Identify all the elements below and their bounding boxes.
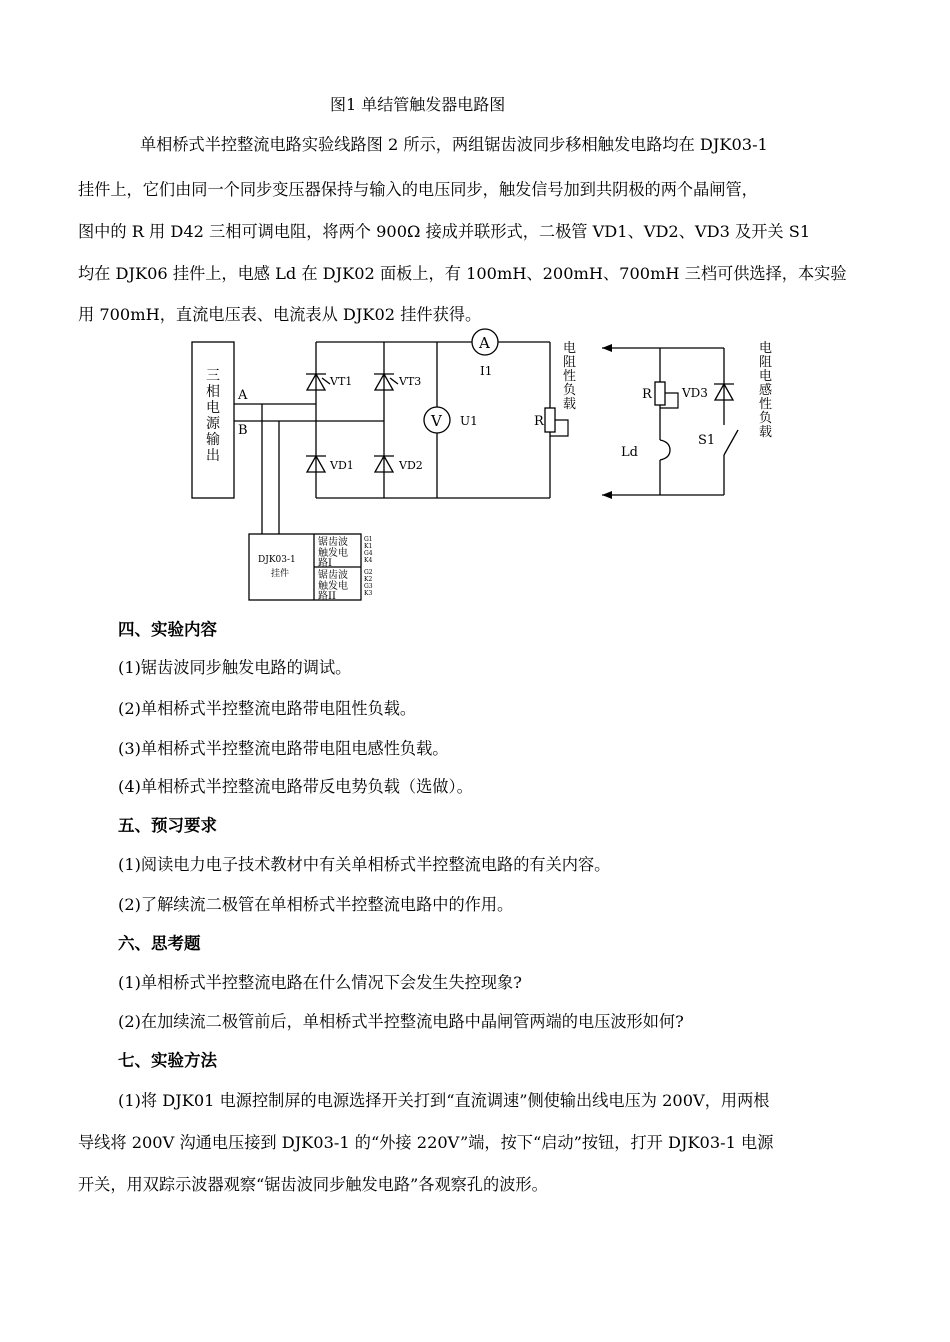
vd2-label: VD2 [399, 459, 423, 472]
svg-text:K3: K3 [364, 590, 373, 597]
intro-line: 单相桥式半控整流电路实验线路图 2 所示，两组锯齿波同步移相触发电路均在 DJK03-1 [140, 135, 768, 154]
power-source-label [206, 368, 221, 464]
circuit-diagram [0, 0, 950, 620]
section-7-line: (1)将 DJK01 电源控制屏的电源选择开关打到“直流调速”侧使输出线电压为 200V，用两根 [118, 1091, 770, 1110]
rl-load-label [759, 340, 772, 440]
vt1-label: VT1 [330, 375, 353, 388]
trigger-circuit-2-label [318, 568, 348, 602]
arrow-left-icon [602, 344, 612, 352]
vd3-label: VD3 [682, 386, 708, 400]
resistor-label: R [642, 387, 652, 402]
trigger-pins [364, 536, 373, 597]
svg-text:G2: G2 [364, 569, 373, 576]
section-4-heading: 四、实验内容 [118, 620, 217, 639]
intro-line: 图中的 R 用 D42 三相可调电阻，将两个 900Ω 接成并联形式，二极管 VD1、VD2、VD3 及开关 S1 [78, 222, 811, 241]
section-7-line: 开关，用双踪示波器观察“锯齿波同步触发电路”各观察孔的波形。 [78, 1175, 548, 1194]
svg-text:K2: K2 [364, 576, 373, 583]
intro-line: 均在 DJK06 挂件上，电感 Ld 在 DJK02 面板上，有 100mH、200mH、700mH 三档可供选择，本实验 [78, 264, 847, 283]
svg-text:阻: 阻 [759, 355, 773, 370]
section-7-heading: 七、实验方法 [118, 1051, 217, 1070]
section-5-item: (1)阅读电力电子技术教材中有关单相桥式半控整流电路的有关内容。 [118, 855, 611, 874]
module-sub-label: 挂件 [271, 569, 290, 579]
svg-text:G3: G3 [364, 583, 373, 590]
section-4-item: (2)单相桥式半控整流电路带电阻性负载。 [118, 699, 417, 718]
svg-text:阻: 阻 [563, 355, 577, 370]
section-4-item: (4)单相桥式半控整流电路带反电势负载（选做）。 [118, 777, 473, 796]
intro-line: 挂件上，它们由同一个同步变压器保持与输入的电压同步，触发信号加到共阴极的两个晶闸管， [78, 180, 758, 199]
svg-text:三: 三 [206, 368, 220, 384]
inductor-label: Ld [621, 445, 638, 460]
vt3-label: VT3 [399, 375, 422, 388]
svg-text:路I: 路I [318, 558, 332, 569]
intro-line: 用 700mH，直流电压表、电流表从 DJK02 挂件获得。 [78, 305, 482, 324]
svg-text:负: 负 [759, 411, 773, 426]
svg-text:路II: 路II [318, 591, 336, 602]
terminal-b-label: B [238, 423, 248, 438]
svg-text:输: 输 [206, 432, 220, 448]
svg-text:负: 负 [563, 383, 577, 398]
voltage-label: U1 [460, 414, 478, 428]
section-6-item: (1)单相桥式半控整流电路在什么情况下会发生失控现象? [118, 973, 522, 992]
section-7-line: 导线将 200V 沟通电压接到 DJK03-1 的“外接 220V”端，按下“启动”按钮，打开 DJK03-1 电源 [78, 1133, 774, 1152]
terminal-a-label: A [238, 388, 248, 403]
svg-text:性: 性 [563, 369, 577, 384]
resistor-label: R [534, 414, 544, 429]
vd1-label: VD1 [330, 459, 354, 472]
svg-text:相: 相 [206, 384, 220, 400]
resistor-icon [655, 382, 665, 405]
switch-icon [724, 430, 738, 455]
svg-text:锯齿波: 锯齿波 [318, 570, 348, 581]
svg-text:性: 性 [759, 397, 773, 412]
svg-text:G1: G1 [364, 536, 373, 543]
resistive-load-label [563, 340, 576, 412]
svg-text:K1: K1 [364, 543, 373, 550]
section-4-item: (3)单相桥式半控整流电路带电阻电感性负载。 [118, 739, 449, 758]
voltmeter-label: V [431, 412, 442, 430]
svg-text:锯齿波: 锯齿波 [318, 537, 348, 548]
current-label: I1 [480, 364, 493, 378]
module-label: DJK03-1 [258, 555, 296, 565]
section-4-item: (1)锯齿波同步触发电路的调试。 [118, 658, 352, 677]
resistor-icon [545, 408, 555, 432]
svg-text:触发电: 触发电 [318, 581, 348, 592]
svg-text:G4: G4 [364, 550, 373, 557]
section-6-heading: 六、思考题 [118, 934, 201, 953]
svg-text:载: 载 [563, 397, 577, 412]
svg-text:感: 感 [759, 383, 773, 398]
switch-label: S1 [698, 433, 716, 448]
section-5-heading: 五、预习要求 [118, 816, 217, 835]
section-6-item: (2)在加续流二极管前后，单相桥式半控整流电路中晶闸管两端的电压波形如何? [118, 1012, 684, 1031]
svg-text:出: 出 [206, 448, 220, 464]
svg-text:触发电: 触发电 [318, 548, 348, 559]
svg-text:电: 电 [563, 341, 577, 356]
ammeter-label: A [479, 334, 490, 352]
inductor-icon [660, 440, 670, 460]
svg-text:源: 源 [206, 416, 220, 432]
svg-text:电: 电 [759, 341, 773, 356]
svg-text:电: 电 [759, 369, 773, 384]
arrow-left-icon [602, 491, 612, 499]
section-5-item: (2)了解续流二极管在单相桥式半控整流电路中的作用。 [118, 895, 514, 914]
svg-text:电: 电 [206, 400, 220, 416]
figure-1-caption: 图1 单结管触发器电路图 [330, 95, 506, 114]
svg-text:K4: K4 [364, 557, 373, 564]
trigger-circuit-1-label [318, 535, 348, 569]
svg-text:载: 载 [759, 425, 773, 440]
